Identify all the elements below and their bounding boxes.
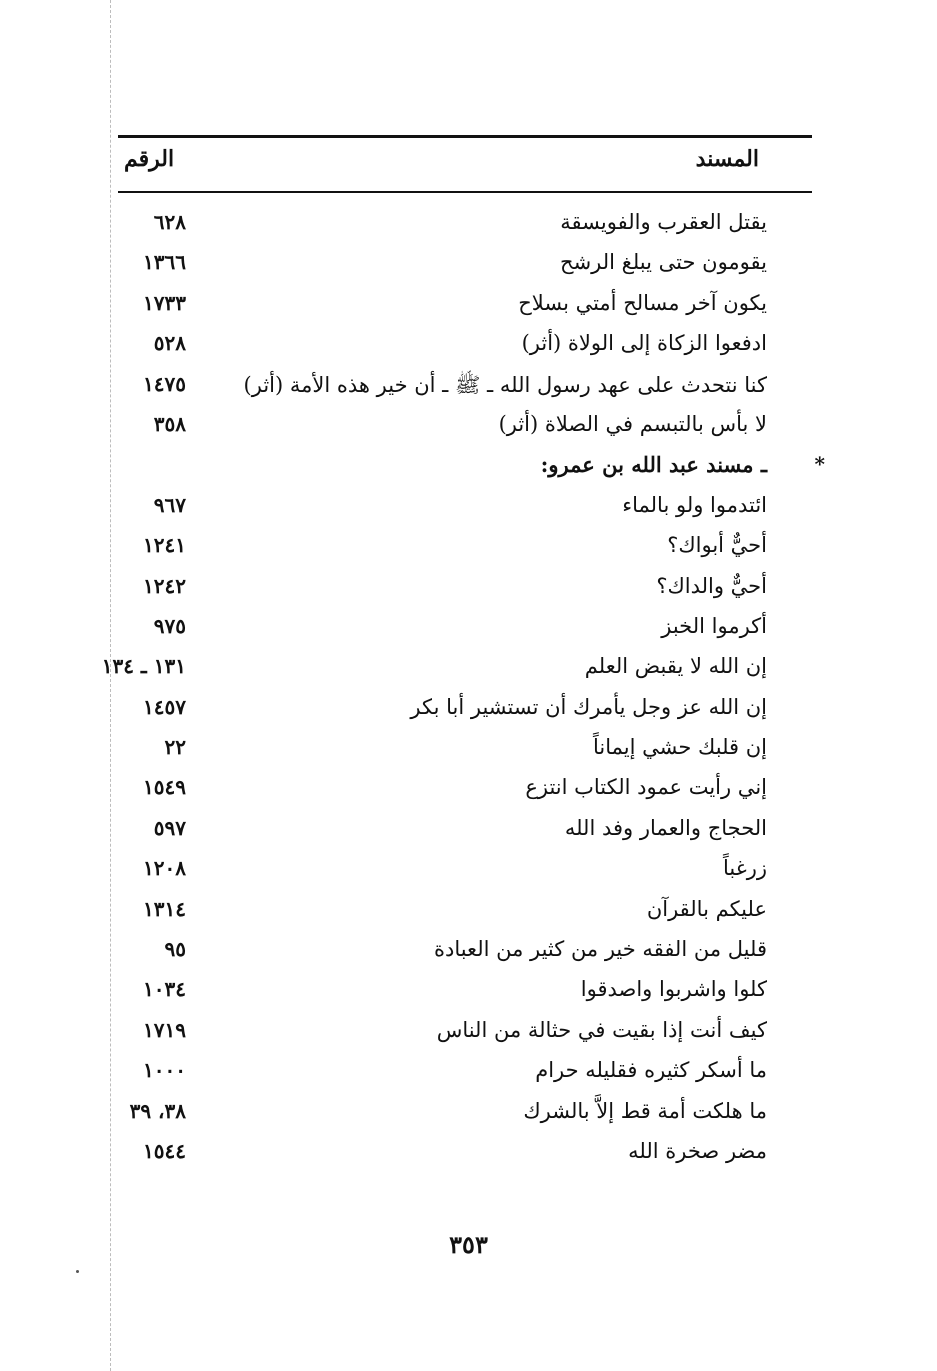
hadith-number: ١٧٣٣ xyxy=(143,290,186,315)
hadith-number: ١٣١٤ xyxy=(143,896,186,921)
hadith-title: ـ مسند عبد الله بن عمرو: xyxy=(540,452,767,478)
hadith-number: ٥٢٨ xyxy=(153,331,186,356)
index-row xyxy=(0,1135,937,1175)
hadith-title: ما هلكت أمة قط إلاَّ بالشرك xyxy=(523,1098,767,1123)
hadith-number: ٣٨، ٣٩ xyxy=(129,1098,186,1123)
hadith-number: ١٤٧٥ xyxy=(143,371,186,396)
hadith-title: أحيٌّ أبواك؟ xyxy=(667,533,767,558)
hadith-number: ٩٥ xyxy=(164,937,186,962)
hadith-title: الحجاج والعمار وفد الله xyxy=(564,815,767,840)
index-row xyxy=(0,650,937,690)
index-row xyxy=(0,489,937,529)
top-rule xyxy=(118,135,812,138)
index-list xyxy=(0,206,937,1175)
index-row xyxy=(0,529,937,569)
index-row xyxy=(0,327,937,367)
hadith-number: ١٣١ ـ ١٣٤ xyxy=(101,654,186,679)
hadith-number: ١٢٤١ xyxy=(143,533,186,558)
hadith-number: ١٠٠٠ xyxy=(143,1058,186,1083)
hadith-title: عليكم بالقرآن xyxy=(646,896,767,921)
hadith-title: زرغباً xyxy=(723,856,767,881)
hadith-number: ١٢٠٨ xyxy=(143,856,186,881)
index-row xyxy=(0,610,937,650)
hadith-title: كيف أنت إذا بقيت في حثالة من الناس xyxy=(436,1017,767,1042)
hadith-number: ١٥٤٤ xyxy=(143,1138,186,1163)
hadith-title: لا بأس بالتبسم في الصلاة (أثر) xyxy=(498,411,767,436)
asterisk-marker: * xyxy=(814,452,825,477)
hadith-number: ١٤٥٧ xyxy=(143,694,186,719)
hadith-title: مضر صخرة الله xyxy=(628,1138,767,1163)
index-row xyxy=(0,570,937,610)
hadith-number: ٦٢٨ xyxy=(153,210,186,234)
hadith-title: ادفعوا الزكاة إلى الولاة (أثر) xyxy=(521,331,767,356)
section-heading-row xyxy=(0,448,937,488)
hadith-title: كلوا واشربوا واصدقوا xyxy=(580,977,767,1002)
index-row xyxy=(0,973,937,1013)
hadith-title: ائتدموا ولو بالماء xyxy=(622,492,767,517)
hadith-title: أحيٌّ والداك؟ xyxy=(656,573,767,598)
index-row xyxy=(0,852,937,892)
index-row xyxy=(0,771,937,811)
column-header-number: الرقم xyxy=(124,146,175,172)
hadith-number: ٩٦٧ xyxy=(153,492,186,517)
hadith-title: كنا نتحدث على عهد رسول الله ـ ﷺ ـ أن خير هذه الأمة (أثر) xyxy=(243,372,767,397)
hadith-number: ١٧١٩ xyxy=(143,1017,186,1042)
hadith-title: أكرموا الخبز xyxy=(661,613,767,638)
index-row xyxy=(0,1095,937,1135)
hadith-title: يكون آخر مسالح أمتي بسلاح xyxy=(518,290,767,315)
hadith-number: ٥٩٧ xyxy=(153,815,186,840)
hadith-title: ما أسكر كثيره فقليله حرام xyxy=(535,1058,767,1083)
index-row xyxy=(0,691,937,731)
header-rule xyxy=(118,191,812,193)
hadith-title: يقومون حتى يبلغ الرشح xyxy=(560,250,767,275)
hadith-title: إن الله عز وجل يأمرك أن تستشير أبا بكر xyxy=(410,694,767,719)
hadith-number: ١٠٣٤ xyxy=(143,977,186,1002)
hadith-title: إن قلبك حشي إيماناً xyxy=(593,735,767,760)
column-header-musnad: المسند xyxy=(695,146,759,172)
hadith-title: إن الله لا يقبض العلم xyxy=(584,654,767,679)
hadith-number: ٩٧٥ xyxy=(153,613,186,638)
paper-speck xyxy=(76,1270,79,1273)
hadith-number: ١٢٤٢ xyxy=(143,573,186,598)
hadith-title: قليل من الفقه خير من كثير من العبادة xyxy=(433,937,767,962)
index-row xyxy=(0,287,937,327)
index-row xyxy=(0,408,937,448)
index-row xyxy=(0,731,937,771)
index-row xyxy=(0,812,937,852)
index-row xyxy=(0,206,937,246)
hadith-number: ١٣٦٦ xyxy=(143,250,186,275)
index-row xyxy=(0,246,937,286)
hadith-title: إني رأيت عمود الكتاب انتزع xyxy=(525,775,767,800)
index-row xyxy=(0,933,937,973)
hadith-title: يقتل العقرب والفويسقة xyxy=(560,210,767,234)
hadith-number: ٣٥٨ xyxy=(153,411,186,436)
hadith-number: ١٥٤٩ xyxy=(143,775,186,800)
hadith-number: ٢٢ xyxy=(164,735,186,760)
index-row xyxy=(0,893,937,933)
index-row xyxy=(0,368,937,408)
page-number: ٣٥٣ xyxy=(449,1230,488,1259)
index-row xyxy=(0,1014,937,1054)
index-row xyxy=(0,1054,937,1094)
